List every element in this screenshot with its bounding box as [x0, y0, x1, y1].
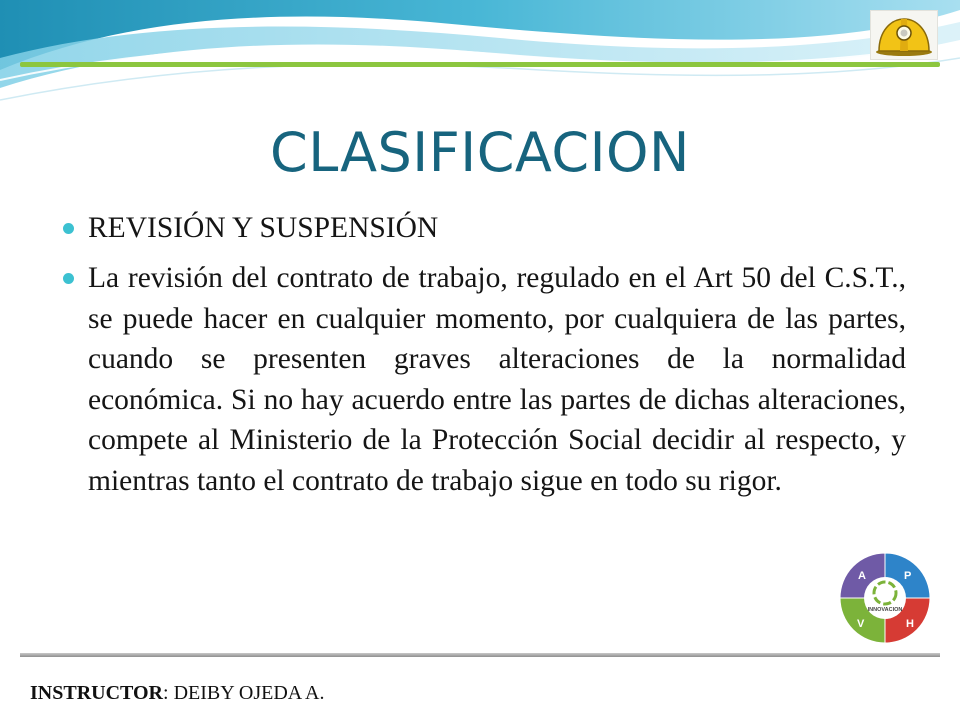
bullet-item	[60, 208, 906, 248]
bullet-dot-icon	[63, 223, 74, 234]
footer-divider	[20, 653, 940, 657]
bullet-paragraph: La revisión del contrato de trabajo, regulado en el Art 50 del C.S.T., se puede hacer en cualquier momento, por cualquiera de las partes, cuando se presenten graves alteraciones de la normalidad económica. Si no hay acuerdo entre las partes de dichas alteraciones, compete al Ministerio de la Protección Social decidir al respecto, y mientras tanto el contrato de trabajo sigue en todo su rigor.	[88, 262, 906, 497]
pdca-cycle-logo	[832, 543, 938, 653]
footer-separator: :	[163, 682, 174, 704]
footer-label: INSTRUCTOR	[30, 682, 163, 704]
footer-instructor	[30, 682, 325, 705]
pdca-letter-v: V	[857, 618, 865, 630]
footer-instructor-name: DEIBY OJEDA A.	[173, 682, 325, 704]
pdca-cycle-icon	[832, 543, 938, 653]
bullet-dot-icon	[63, 273, 74, 284]
pdca-letter-p: P	[904, 570, 912, 582]
pdca-letter-h: H	[906, 618, 914, 630]
hardhat-logo	[870, 10, 938, 60]
hardhat-icon	[871, 11, 937, 59]
slide-title: CLASIFICACION	[270, 121, 690, 184]
header-wave-decoration	[0, 0, 960, 110]
pdca-center-label: INNOVACION	[867, 607, 903, 613]
bullet-heading: REVISIÓN Y SUSPENSIÓN	[88, 212, 439, 244]
pdca-letter-a: A	[858, 570, 866, 582]
bullet-item	[60, 258, 906, 501]
bullet-list	[60, 208, 906, 511]
